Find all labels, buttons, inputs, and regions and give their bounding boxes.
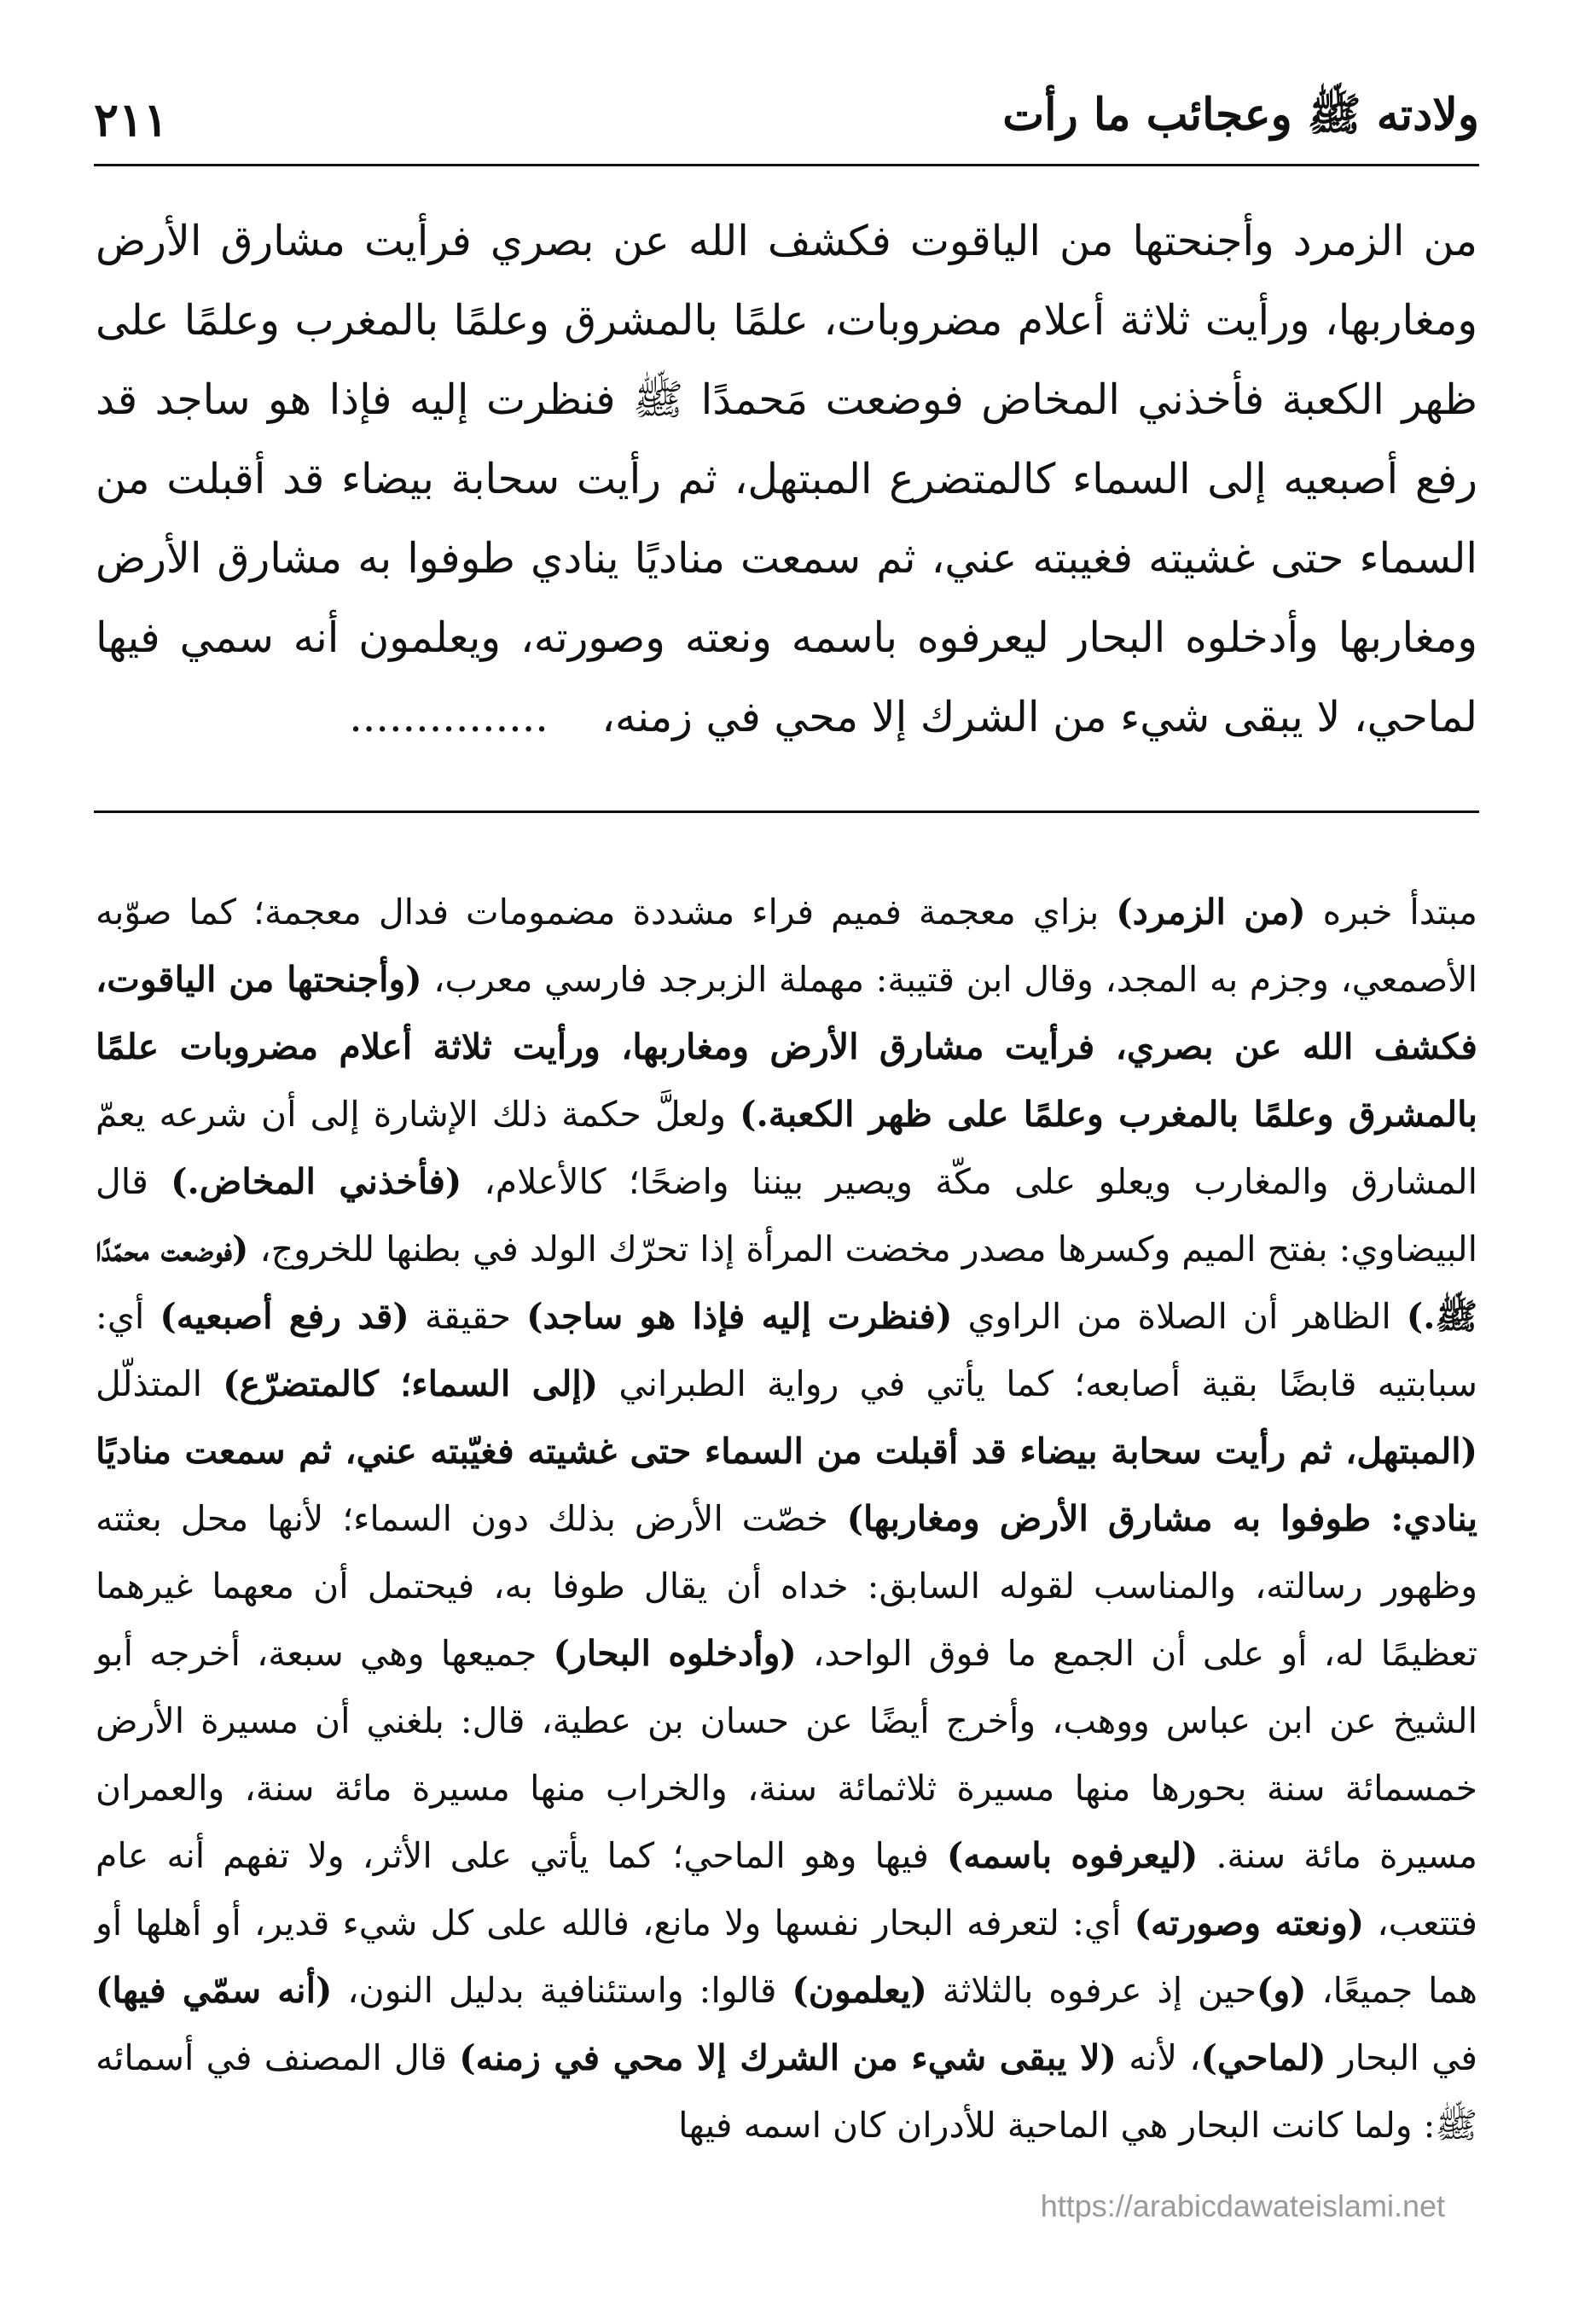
commentary-text: مبتدأ خبره bbox=[1305, 892, 1477, 933]
page-number: ٢١١ bbox=[94, 92, 169, 147]
commentary-text: ، لأنه bbox=[1116, 2037, 1201, 2078]
main-text bbox=[96, 201, 1477, 757]
commentary-text: قال البيضاوي: بفتح الميم وكسرها مصدر مخضت المرأة إذا تحرّك الولد في بطنها للخروج، bbox=[96, 1161, 1478, 1269]
page-header bbox=[94, 81, 1479, 158]
commentary-text: في البحار bbox=[1326, 2037, 1477, 2078]
quoted-text: (يعلمون) bbox=[792, 1970, 927, 2011]
commentary-text: حين إذ عرفوه بالثلاثة bbox=[926, 1970, 1257, 2011]
quoted-text: (فوضعت محمّدًا ﷺ.) bbox=[96, 1229, 1477, 1337]
quoted-text: (وأدخلوه البحار) bbox=[553, 1633, 797, 1674]
quoted-text: (فأخذني المخاض.) bbox=[171, 1161, 462, 1202]
watermark-url: https://arabicdawateislami.net bbox=[1040, 2188, 1445, 2223]
quoted-text: (ونعته وصورته) bbox=[1134, 1903, 1365, 1943]
quoted-text: (من الزمرد) bbox=[1116, 892, 1306, 933]
quoted-text: (فنظرت إليه فإذا هو ساجد) bbox=[526, 1296, 953, 1337]
quoted-text: (أنه سمّي فيها) bbox=[96, 1970, 333, 2011]
header-divider bbox=[94, 164, 1479, 166]
quoted-text: (و) bbox=[1256, 1970, 1307, 2011]
commentary-text: ولعلَّ حكمة ذلك الإشارة إلى أن شرعه يعمّ المشارق والمغارب ويعلو على مكّة ويصير بيننا واضحًا؛ كالأعلام، bbox=[96, 1094, 1477, 1202]
quoted-text: (لا يبقى شيء من الشرك إلا محي في زمنه) bbox=[459, 2037, 1117, 2078]
quoted-text: (إلى السماء؛ كالمتضرّع) bbox=[223, 1363, 599, 1404]
quoted-text: (قد رفع أصبعيه) bbox=[160, 1296, 409, 1337]
quoted-text: (ليعرفوه باسمه) bbox=[946, 1835, 1199, 1876]
commentary-text: خصّت الأرض بذلك دون السماء؛ لأنها محل بعثته وظهور رسالته، والمناسب لقوله السابق: خداه أن يقال طوفا به، فيحتمل أن معهما غيرهما تعظيمًا له، أو على أن الجمع ما فوق الواحد، bbox=[96, 1498, 1478, 1674]
commentary-text: قالوا: واستئنافية بدليل النون، bbox=[332, 1970, 792, 2011]
commentary-text: فيها وهو الماحي؛ كما يأتي على الأثر، ولا تفهم أنه عام فتتعب، bbox=[96, 1835, 1477, 1943]
commentary-text: أي: سبابتيه قابضًا بقية أصابعه؛ كما يأتي في رواية الطبراني bbox=[96, 1296, 1477, 1404]
commentary-text: جميعها وهي سبعة، أخرجه أبو الشيخ عن ابن عباس ووهب، وأخرج أيضًا عن حسان بن عطية، قال: بلغني أن مسيرة الأرض خمسمائة سنة بحورها منها مسيرة ثلاثمائة سنة، والخراب منها مسيرة مائة سنة، والعمران مسيرة مائة سنة. bbox=[96, 1633, 1477, 1876]
main-text-ellipsis: ............... bbox=[349, 693, 549, 741]
quoted-text: (المبتهل، ثم رأيت سحابة بيضاء قد أقبلت من السماء حتى غشيته فغيّبته عني، ثم سمعت مناديًا ينادي: طوفوا به مشارق الأرض ومغاربها) bbox=[96, 1431, 1477, 1539]
commentary-paragraph bbox=[96, 879, 1477, 2159]
commentary-text: قال المصنف في أسمائه ﷺ: ولما كانت البحار هي الماحية للأدران كان اسمه فيها bbox=[96, 2037, 1477, 2146]
running-title: ولادته ﷺ وعجائب ما رأت bbox=[1002, 88, 1479, 141]
commentary-text: المتذلّل bbox=[96, 1363, 223, 1404]
quoted-text: (لماحي) bbox=[1200, 2037, 1326, 2078]
main-paragraph bbox=[96, 201, 1477, 757]
commentary-text: بزاي معجمة فميم فراء مشددة مضمومات فدال معجمة؛ كما صوّبه الأصمعي، وجزم به المجد، وقال ابن قتيبة: مهملة الزبرجد فارسي معرب، bbox=[96, 892, 1477, 1000]
commentary bbox=[96, 879, 1477, 2159]
footnote-divider bbox=[94, 810, 1479, 813]
commentary-text: الظاهر أن الصلاة من الراوي bbox=[952, 1296, 1407, 1337]
commentary-text: حقيقة bbox=[409, 1296, 527, 1337]
quoted-text: (وأجنحتها من الياقوت، فكشف الله عن بصري، فرأيت مشارق الأرض ومغاربها، ورأيت ثلاثة أعلام مضروبات علمًا بالمشرق وعلمًا بالمغرب وعلمًا على ظهر الكعبة.) bbox=[96, 959, 1478, 1135]
main-text-body: من الزمرد وأجنحتها من الياقوت فكشف الله عن بصري فرأيت مشارق الأرض ومغاربها، ورأيت ثلاثة أعلام مضروبات، علمًا بالمشرق وعلمًا بالمغرب وعلمًا على ظهر الكعبة فأخذني المخاض فوضعت مَحمدًا ﷺ فنظرت إليه فإذا هو ساجد قد رفع أصبعيه إلى السماء كالمتضرع المبتهل، ثم رأيت سحابة بيضاء قد أقبلت من السماء حتى غشيته فغيبته عني، ثم سمعت مناديًا ينادي طوفوا به مشارق الأرض ومغاربها وأدخلوه البحار ليعرفوه باسمه ونعته وصورته، ويعلمون أنه سمي فيها لماحي، لا يبقى شيء من الشرك إلا محي في زمنه، bbox=[96, 217, 1477, 741]
commentary-text: أي: لتعرفه البحار نفسها ولا مانع، فالله على كل شيء قدير، أو أهلها أو هما جميعًا، bbox=[96, 1903, 1477, 2011]
